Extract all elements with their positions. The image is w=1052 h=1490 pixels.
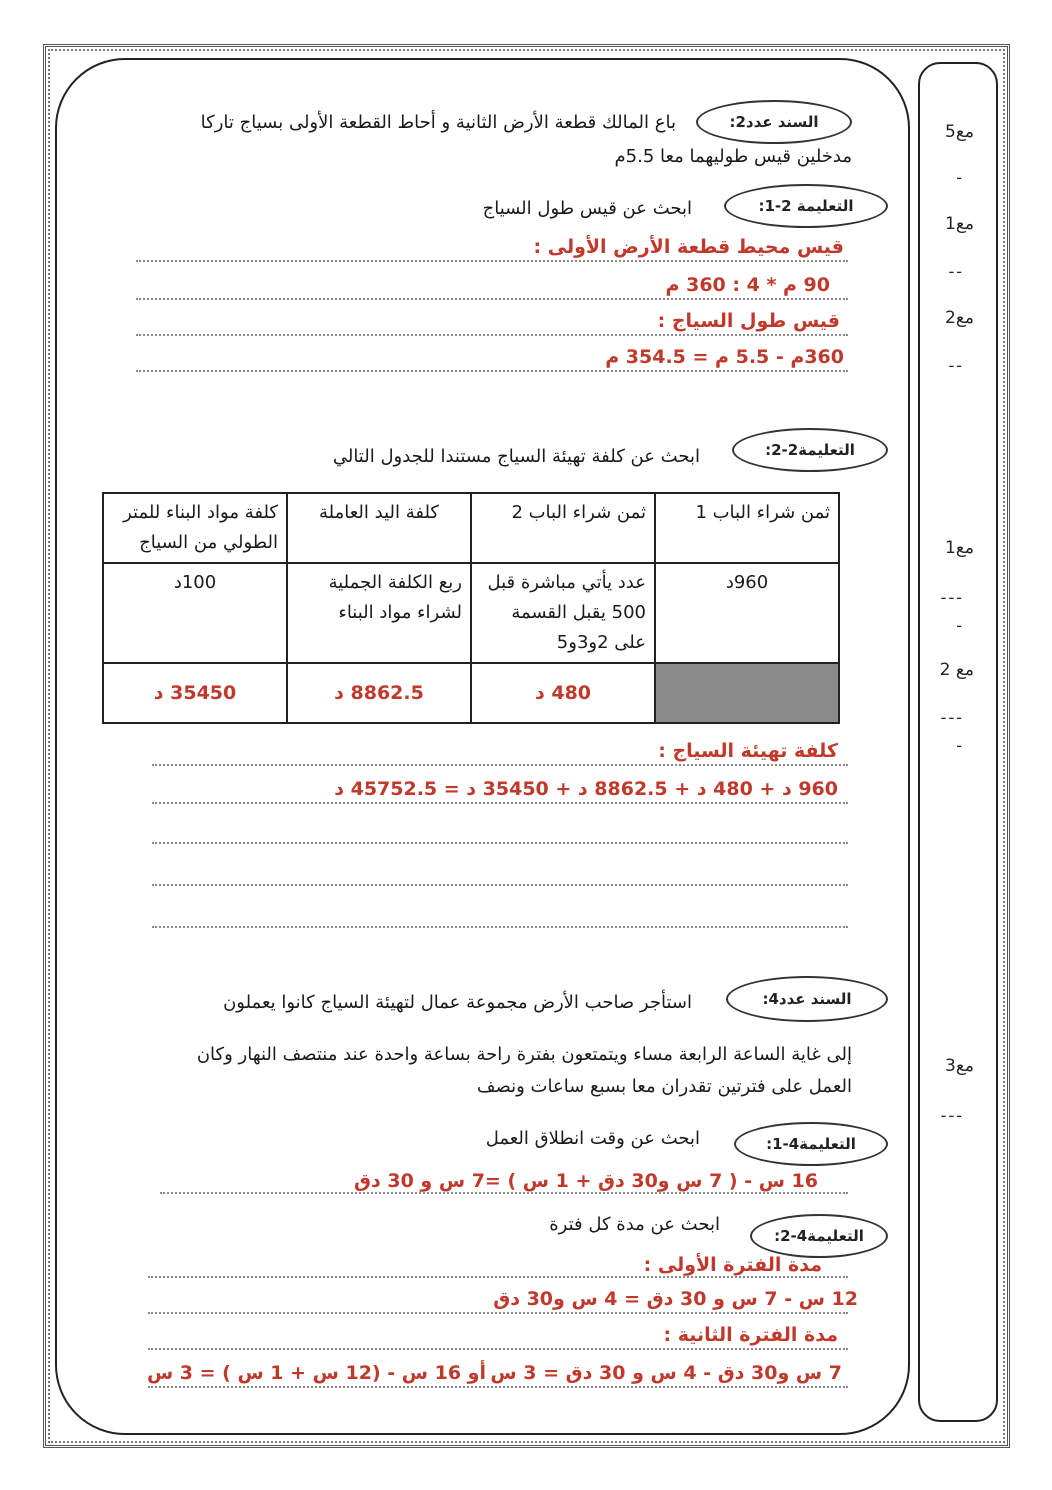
task-2-1-answer-3: قيس طول السياج : — [657, 310, 840, 332]
answer-line — [148, 1312, 848, 1314]
task-4-1-answer: 16 س - ( 7 س و30 دق + 1 س ) =7 س و 30 دق — [354, 1170, 818, 1192]
task-4-2-answer-5: أو 16 س - (12 س + 1 س ) = 3 س — [146, 1362, 486, 1384]
task-2-1-answer-4: 360م - 5.5 م = 354.5 م — [605, 346, 844, 368]
answer-line — [152, 802, 848, 804]
cost-table — [102, 492, 840, 724]
criterion-label: مع2 — [945, 308, 974, 328]
task-4-2-answer-3: مدة الفترة الثانية : — [663, 1324, 838, 1346]
sanad-2-line-1: باع المالك قطعة الأرض الثانية و أحاط القطعة الأولى بسياج تاركا — [200, 112, 676, 133]
task-2-1-answer-2: 90 م * 4 : 360 م — [665, 274, 830, 296]
task-4-2-answer-4: 7 س و30 دق - 4 س و 30 دق = 3 س — [490, 1362, 842, 1384]
answer-line — [148, 1386, 848, 1388]
table-header: ثمن شراء الباب 2 — [471, 493, 655, 563]
table-header: كلفة اليد العاملة — [287, 493, 471, 563]
criterion-dash: --- — [940, 588, 964, 607]
answer-line — [152, 842, 848, 844]
task-2-2-tag: التعليمة2-2: — [732, 428, 888, 472]
answer-line — [160, 1192, 848, 1194]
sanad-2-line-2: مدخلين قيس طوليهما معا 5.5م — [614, 146, 852, 167]
answer-line — [136, 370, 848, 372]
table-cell: ربع الكلفة الجملية لشراء مواد البناء — [287, 563, 471, 663]
task-2-1-answer-1: قيس محيط قطعة الأرض الأولى : — [533, 236, 844, 258]
criterion-label: مع 2 — [939, 660, 974, 680]
task-2-2-answer-1: كلفة تهيئة السياج : — [658, 740, 838, 762]
task-2-2-answer-2: 960 د + 480 د + 8862.5 د + 35450 د = 45752.5 د — [334, 778, 838, 800]
criterion-label: مع1 — [945, 214, 974, 234]
task-4-2-answer-1: مدة الفترة الأولى : — [643, 1254, 822, 1276]
criterion-dash: - — [956, 736, 964, 755]
task-4-2-question: ابحث عن مدة كل فترة — [549, 1214, 720, 1235]
task-4-2-tag: التعليمة4-2: — [750, 1214, 888, 1258]
answer-line — [148, 1276, 848, 1278]
sanad-4-line-2: إلى غاية الساعة الرابعة مساء ويتمتعون بفترة راحة بساعة واحدة عند منتصف النهار وكان — [196, 1044, 852, 1065]
criterion-dash: - — [956, 168, 964, 187]
answer-line — [136, 334, 848, 336]
table-header: كلفة مواد البناء للمتر الطولي من السياج — [103, 493, 287, 563]
sanad-4-tag: السند عدد4: — [726, 976, 888, 1022]
answer-line — [136, 260, 848, 262]
criterion-dash: -- — [948, 356, 964, 375]
task-4-1-question: ابحث عن وقت انطلاق العمل — [485, 1128, 700, 1149]
criterion-dash: - — [956, 616, 964, 635]
answer-line — [152, 764, 848, 766]
answer-line — [152, 926, 848, 928]
table-answer-cell: 8862.5 د — [287, 663, 471, 723]
sanad-4-line-3: العمل على فترتين تقدران معا بسبع ساعات ونصف — [476, 1076, 852, 1097]
table-cell: 960د — [655, 563, 839, 663]
answer-line — [148, 1348, 848, 1350]
sanad-2-tag: السند عدد2: — [696, 100, 852, 144]
criterion-dash: --- — [940, 1106, 964, 1125]
answer-line — [136, 298, 848, 300]
task-4-1-tag: التعليمة4-1: — [734, 1122, 888, 1166]
table-header: ثمن شراء الباب 1 — [655, 493, 839, 563]
sanad-4-line-1: استأجر صاحب الأرض مجموعة عمال لتهيئة السياج كانوا يعملون — [223, 992, 692, 1013]
table-answer-cell: 480 د — [471, 663, 655, 723]
table-answer-cell: 35450 د — [103, 663, 287, 723]
answer-line — [152, 884, 848, 886]
table-cell: عدد يأتي مباشرة قبل 500 يقبل القسمة على 2و3و5 — [471, 563, 655, 663]
task-2-1-question: ابحث عن قيس طول السياج — [482, 198, 692, 219]
task-4-2-answer-2: 12 س - 7 س و 30 دق = 4 س و30 دق — [493, 1288, 858, 1310]
task-2-1-tag: التعليمة 2-1: — [724, 184, 888, 228]
table-shaded-cell — [655, 663, 839, 723]
criterion-dash: --- — [940, 708, 964, 727]
criterion-label: مع3 — [945, 1056, 974, 1076]
criterion-label: مع1 — [945, 538, 974, 558]
table-cell: 100د — [103, 563, 287, 663]
task-2-2-question: ابحث عن كلفة تهيئة السياج مستندا للجدول التالي — [332, 446, 700, 467]
criterion-dash: -- — [948, 262, 964, 281]
criterion-label: مع5 — [945, 122, 974, 142]
